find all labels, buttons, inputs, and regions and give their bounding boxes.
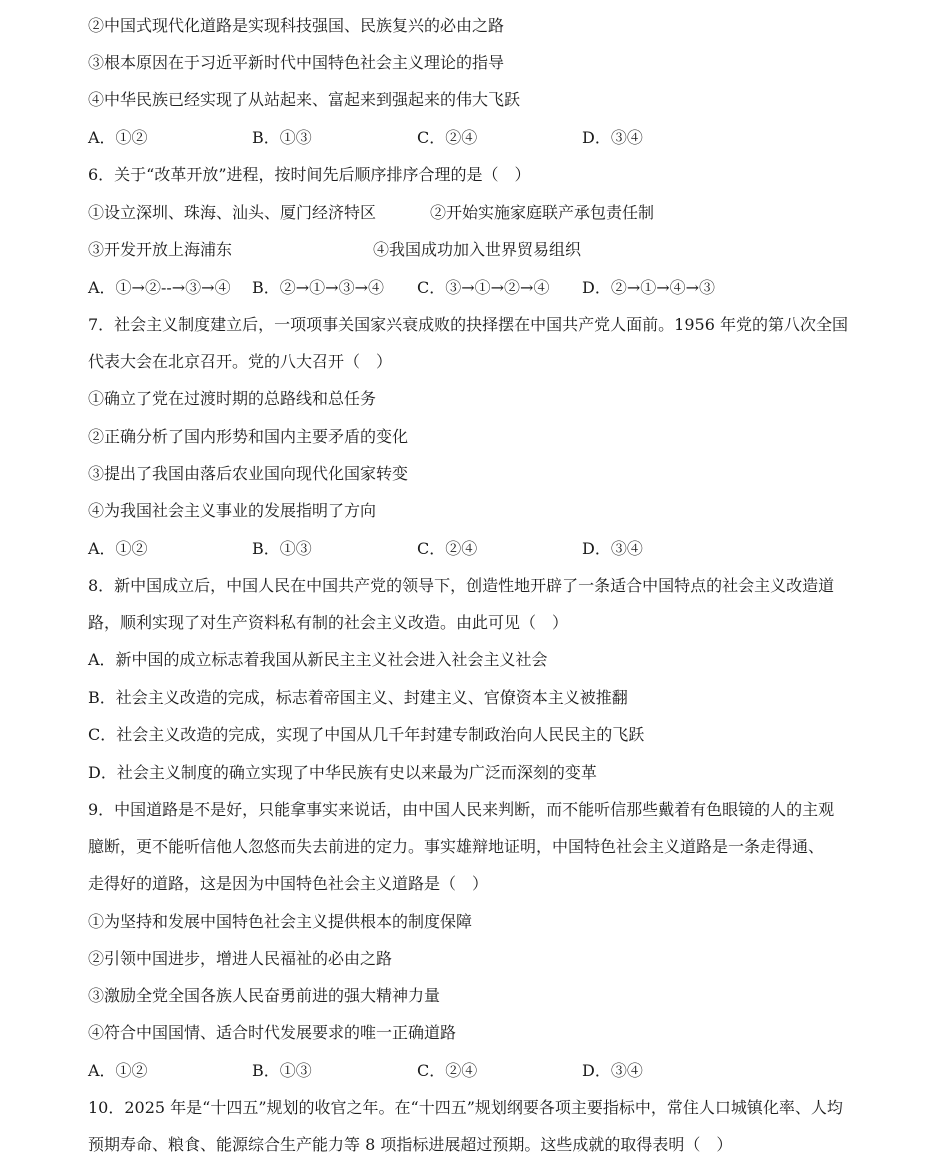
q7-option-b: B．①③: [252, 539, 312, 558]
q5-option-a: A．①②: [88, 128, 148, 147]
q7-option-a: A．①②: [88, 539, 148, 558]
q9-option-d: D．③④: [582, 1061, 643, 1080]
q6-stem: 6．关于“改革开放”进程，按时间先后顺序排序合理的是（ ）: [88, 165, 531, 184]
q7-option-c: C．②④: [417, 539, 478, 558]
q8-option-a: A．新中国的成立标志着我国从新民主主义社会进入社会主义社会: [88, 650, 548, 669]
q5-option-c: C．②④: [417, 128, 478, 147]
q6-item-4: ④我国成功加入世界贸易组织: [373, 240, 582, 259]
q5-option-b: B．①③: [252, 128, 312, 147]
q7-stem-line-1: 7．社会主义制度建立后，一项项事关国家兴衰成败的抉择摆在中国共产党人面前。1956 年党的第八次全国: [88, 315, 848, 334]
q9-item-4: ④符合中国国情、适合时代发展要求的唯一正确道路: [88, 1023, 457, 1042]
q10-stem-line-1: 10．2025 年是“十四五”规划的收官之年。在“十四五”规划纲要各项主要指标中，常住人口城镇化率、人均: [88, 1098, 843, 1117]
q6-item-3: ③开发开放上海浦东: [88, 240, 233, 259]
q7-item-1: ①确立了党在过渡时期的总路线和总任务: [88, 389, 377, 408]
q9-item-3: ③激励全党全国各族人民奋勇前进的强大精神力量: [88, 986, 441, 1005]
q9-stem-line-1: 9．中国道路是不是好，只能拿事实来说话，由中国人民来判断，而不能听信那些戴着有色眼镜的人的主观: [88, 800, 835, 819]
q9-stem-line-3: 走得好的道路，这是因为中国特色社会主义道路是（ ）: [88, 874, 489, 893]
q8-option-b: B．社会主义改造的完成，标志着帝国主义、封建主义、官僚资本主义被推翻: [88, 688, 628, 707]
q6-option-b: B．②→①→③→④: [252, 278, 384, 297]
q8-stem-line-2: 路，顺利实现了对生产资料私有制的社会主义改造。由此可见（ ）: [88, 613, 569, 632]
q9-stem-line-2: 臆断，更不能听信他人忽悠而失去前进的定力。事实雄辩地证明，中国特色社会主义道路是一条走得通、: [88, 837, 825, 856]
q5-item-2: ②中国式现代化道路是实现科技强国、民族复兴的必由之路: [88, 16, 505, 35]
q6-option-d: D．②→①→④→③: [582, 278, 716, 297]
q8-option-c: C．社会主义改造的完成，实现了中国从几千年封建专制政治向人民民主的飞跃: [88, 725, 645, 744]
q7-item-4: ④为我国社会主义事业的发展指明了方向: [88, 501, 377, 520]
q9-option-a: A．①②: [88, 1061, 148, 1080]
q7-stem-line-2: 代表大会在北京召开。党的八大召开（ ）: [88, 352, 393, 371]
q9-item-2: ②引领中国进步，增进人民福祉的必由之路: [88, 949, 393, 968]
q9-item-1: ①为坚持和发展中国特色社会主义提供根本的制度保障: [88, 912, 473, 931]
q8-option-d: D．社会主义制度的确立实现了中华民族有史以来最为广泛而深刻的变革: [88, 763, 597, 782]
q9-option-c: C．②④: [417, 1061, 478, 1080]
q5-item-4: ④中华民族已经实现了从站起来、富起来到强起来的伟大飞跃: [88, 90, 521, 109]
q6-option-a: A．①→②--→③→④: [88, 278, 231, 297]
q5-item-3: ③根本原因在于习近平新时代中国特色社会主义理论的指导: [88, 53, 505, 72]
q7-item-3: ③提出了我国由落后农业国向现代化国家转变: [88, 464, 409, 483]
q6-item-1: ①设立深圳、珠海、汕头、厦门经济特区: [88, 203, 377, 222]
q7-option-d: D．③④: [582, 539, 643, 558]
q9-option-b: B．①③: [252, 1061, 312, 1080]
q6-option-c: C．③→①→②→④: [417, 278, 550, 297]
q8-stem-line-1: 8．新中国成立后，中国人民在中国共产党的领导下，创造性地开辟了一条适合中国特点的社会主义改造道: [88, 576, 835, 595]
q10-stem-line-2: 预期寿命、粮食、能源综合生产能力等 8 项指标进展超过预期。这些成就的取得表明（ ）: [88, 1135, 733, 1154]
q6-item-2: ②开始实施家庭联产承包责任制: [430, 203, 655, 222]
q7-item-2: ②正确分析了国内形势和国内主要矛盾的变化: [88, 427, 409, 446]
q5-option-d: D．③④: [582, 128, 643, 147]
